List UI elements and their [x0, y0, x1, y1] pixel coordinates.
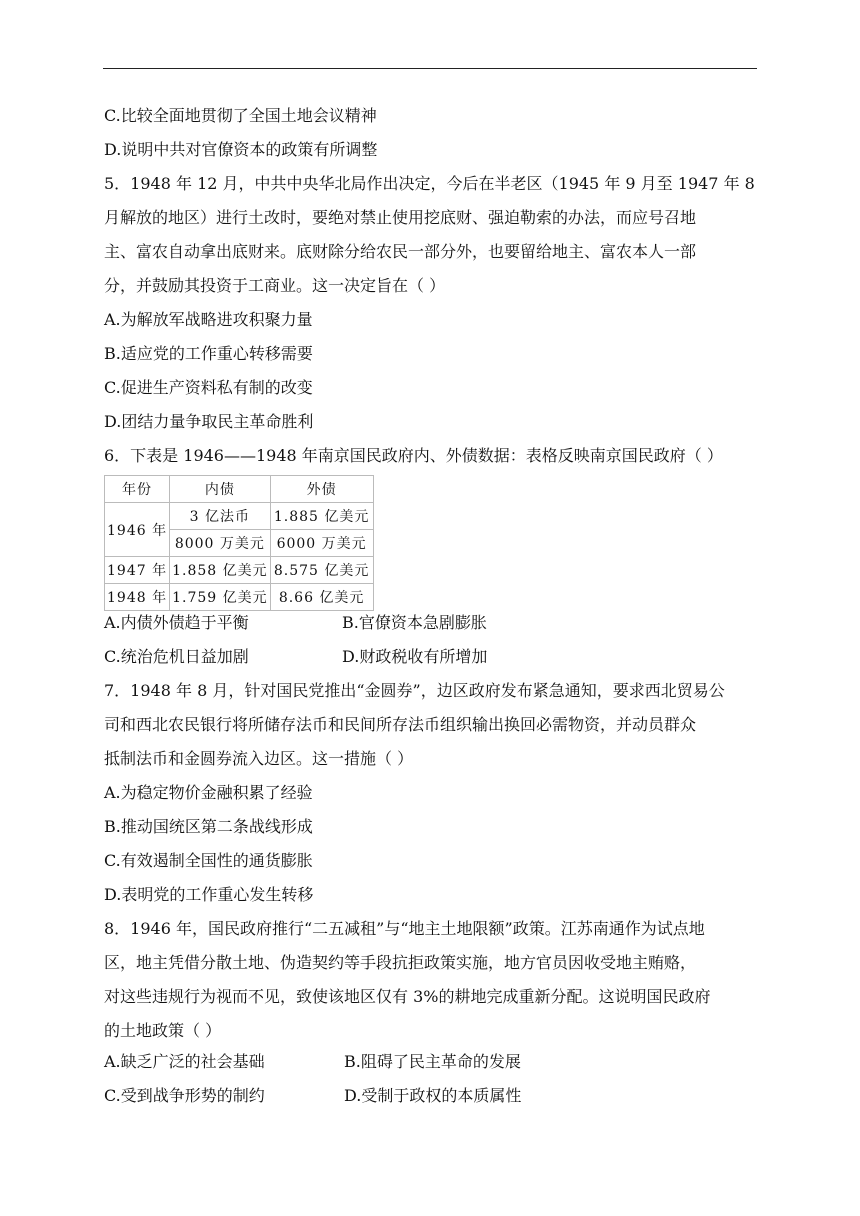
table-cell-internal: 3 亿法币 — [170, 503, 271, 530]
q7-option-b: B.推动国统区第二条战线形成 — [104, 817, 313, 836]
table-cell-external: 8.575 亿美元 — [270, 557, 373, 584]
table-cell-external: 8.66 亿美元 — [270, 584, 373, 611]
table-header-year: 年份 — [105, 476, 170, 503]
q7-stem-line-1: 7．1948 年 8 月，针对国民党推出“金圆券”，边区政府发布紧急通知，要求西北贸易公 — [104, 681, 725, 700]
q4-option-d: D.说明中共对官僚资本的政策有所调整 — [104, 140, 378, 159]
table-row — [105, 503, 374, 530]
table-cell-internal: 1.858 亿美元 — [170, 557, 271, 584]
q8-option-a: A.缺乏广泛的社会基础 — [104, 1052, 265, 1071]
q5-option-b: B.适应党的工作重心转移需要 — [104, 344, 313, 363]
table-header-external: 外债 — [270, 476, 373, 503]
header-rule — [103, 68, 757, 69]
table-cell-year: 1948 年 — [105, 584, 170, 611]
q7-option-d: D.表明党的工作重心发生转移 — [104, 885, 314, 904]
q5-option-d: D.团结力量争取民主革命胜利 — [104, 412, 314, 431]
table-cell-internal: 8000 万美元 — [170, 530, 271, 557]
debt-table — [104, 475, 374, 611]
q6-stem: 6．下表是 1946——1948 年南京国民政府内、外债数据：表格反映南京国民政府（ ） — [104, 446, 723, 465]
q8-option-d: D.受制于政权的本质属性 — [344, 1086, 522, 1105]
q5-stem-line-4: 分，并鼓励其投资于工商业。这一决定旨在（ ） — [104, 276, 446, 295]
table-cell-year: 1947 年 — [105, 557, 170, 584]
table-cell-year: 1946 年 — [105, 503, 170, 557]
q7-stem-line-3: 抵制法币和金圆券流入边区。这一措施（ ） — [104, 749, 414, 768]
table-cell-external: 6000 万美元 — [270, 530, 373, 557]
q6-option-b: B.官僚资本急剧膨胀 — [342, 613, 487, 632]
q5-stem-line-2: 月解放的地区）进行土改时，要绝对禁止使用挖底财、强迫勒索的办法，而应号召地 — [104, 208, 697, 227]
table-row — [105, 584, 374, 611]
q8-option-b: B.阻碍了民主革命的发展 — [344, 1052, 521, 1071]
table-header-internal: 内债 — [170, 476, 271, 503]
table-cell-external: 1.885 亿美元 — [270, 503, 373, 530]
table-header-row — [105, 476, 374, 503]
q5-stem-line-3: 主、富农自动拿出底财来。底财除分给农民一部分外，也要留给地主、富农本人一部 — [104, 242, 697, 261]
q7-option-c: C.有效遏制全国性的通货膨胀 — [104, 851, 313, 870]
q5-option-a: A.为解放军战略进攻积聚力量 — [104, 310, 313, 329]
q7-option-a: A.为稳定物价金融积累了经验 — [104, 783, 313, 802]
q6-option-d: D.财政税收有所增加 — [342, 647, 488, 666]
q7-stem-line-2: 司和西北农民银行将所储存法币和民间所存法币组织输出换回必需物资，并动员群众 — [104, 715, 697, 734]
q6-option-c: C.统治危机日益加剧 — [104, 647, 249, 666]
q8-stem-line-2: 区，地主凭借分散土地、伪造契约等手段抗拒政策实施，地方官员因收受地主贿赂， — [104, 953, 697, 972]
table-cell-internal: 1.759 亿美元 — [170, 584, 271, 611]
q5-option-c: C.促进生产资料私有制的改变 — [104, 378, 313, 397]
q6-option-a: A.内债外债趋于平衡 — [104, 613, 249, 632]
q8-stem-line-3: 对这些违规行为视而不见，致使该地区仅有 3%的耕地完成重新分配。这说明国民政府 — [104, 987, 711, 1006]
q8-option-c: C.受到战争形势的制约 — [104, 1086, 265, 1105]
q4-option-c: C.比较全面地贯彻了全国土地会议精神 — [104, 106, 377, 125]
q8-stem-line-1: 8．1946 年，国民政府推行“二五减租”与“地主土地限额”政策。江苏南通作为试点地 — [104, 919, 705, 938]
table-row — [105, 557, 374, 584]
q5-stem-line-1: 5．1948 年 12 月，中共中央华北局作出决定，今后在半老区（1945 年 9 月至 1947 年 8 — [104, 174, 755, 193]
q8-stem-line-4: 的土地政策（ ） — [104, 1021, 222, 1040]
